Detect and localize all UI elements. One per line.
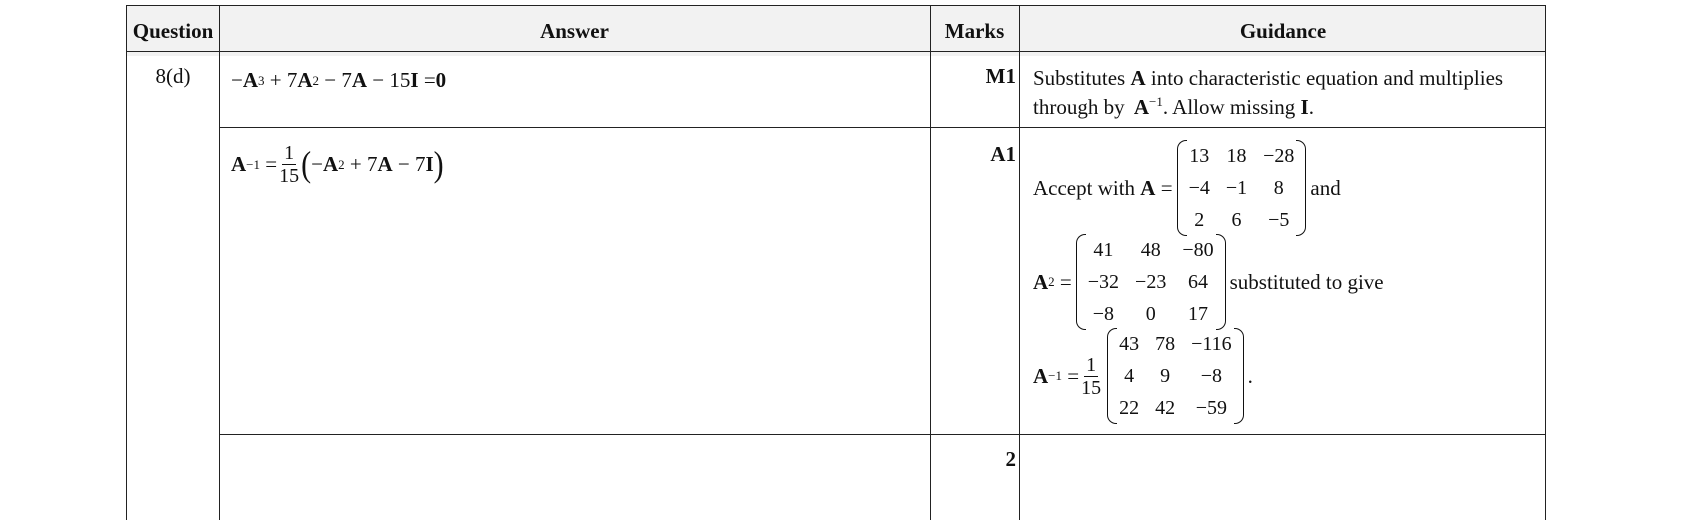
- guidance-matrix-inverse: A −1 = $\frac{1}{15}$ 43 78 −116 4 9 −8 22 42 −59 .: [1033, 328, 1253, 424]
- header-question: Question: [132, 18, 214, 43]
- guidance-text: substituted to give: [1229, 269, 1384, 294]
- guidance-text: and: [1310, 175, 1341, 200]
- matrix-A: 13 18 −28 −4 −1 8 2 6 −5: [1177, 140, 1307, 236]
- guidance-row-1: Substitutes A into characteristic equation and multiplies through by $A^{-1}$. Allow missing I.: [1033, 66, 1504, 119]
- mark-total: 2: [1005, 447, 1016, 471]
- answer-characteristic-equation: − A 3 + 7 A 2 − 7 A − 15 I = 0: [231, 68, 447, 92]
- guidance-matrix-A: Accept with A = 13 18 −28 −4 −1 8 2 6 −5 and: [1033, 140, 1341, 236]
- guidance-text: Accept with: [1033, 175, 1136, 200]
- header-answer: Answer: [540, 18, 609, 43]
- guidance-text: through by: [1033, 95, 1125, 119]
- question-number: 8(d): [155, 64, 191, 88]
- guidance-text: Substitutes: [1033, 66, 1126, 90]
- header-marks: Marks: [944, 18, 1005, 43]
- col-divider: [1019, 6, 1020, 520]
- answer-inverse-formula: A −1 = $\frac{1}{15}$ ( − A 2 + 7 A − 7 I ): [231, 142, 444, 187]
- matrix-A-squared: 41 48 −80 −32 −23 64 −8 0 17: [1076, 234, 1226, 330]
- guidance-text: . Allow missing: [1162, 95, 1296, 119]
- row-divider: [219, 434, 1545, 435]
- col-divider: [219, 6, 220, 520]
- guidance-bold-I: I: [1300, 95, 1309, 119]
- guidance-text: into characteristic equation and multiplies: [1150, 66, 1504, 90]
- guidance-text: .: [1308, 95, 1314, 119]
- row-divider: [127, 51, 1545, 52]
- row-divider: [219, 127, 1545, 128]
- matrix-A-inverse: 43 78 −116 4 9 −8 22 42 −59: [1107, 328, 1244, 424]
- mark-a1: A1: [990, 142, 1016, 166]
- guidance-bold-A: A: [1130, 66, 1146, 90]
- mark-m1: M1: [985, 64, 1016, 88]
- mark-scheme-table: [126, 5, 1546, 520]
- guidance-matrix-A2: A 2 = 41 48 −80 −32 −23 64 −8 0 17 substituted to give: [1033, 234, 1384, 330]
- header-guidance: Guidance: [1239, 18, 1327, 43]
